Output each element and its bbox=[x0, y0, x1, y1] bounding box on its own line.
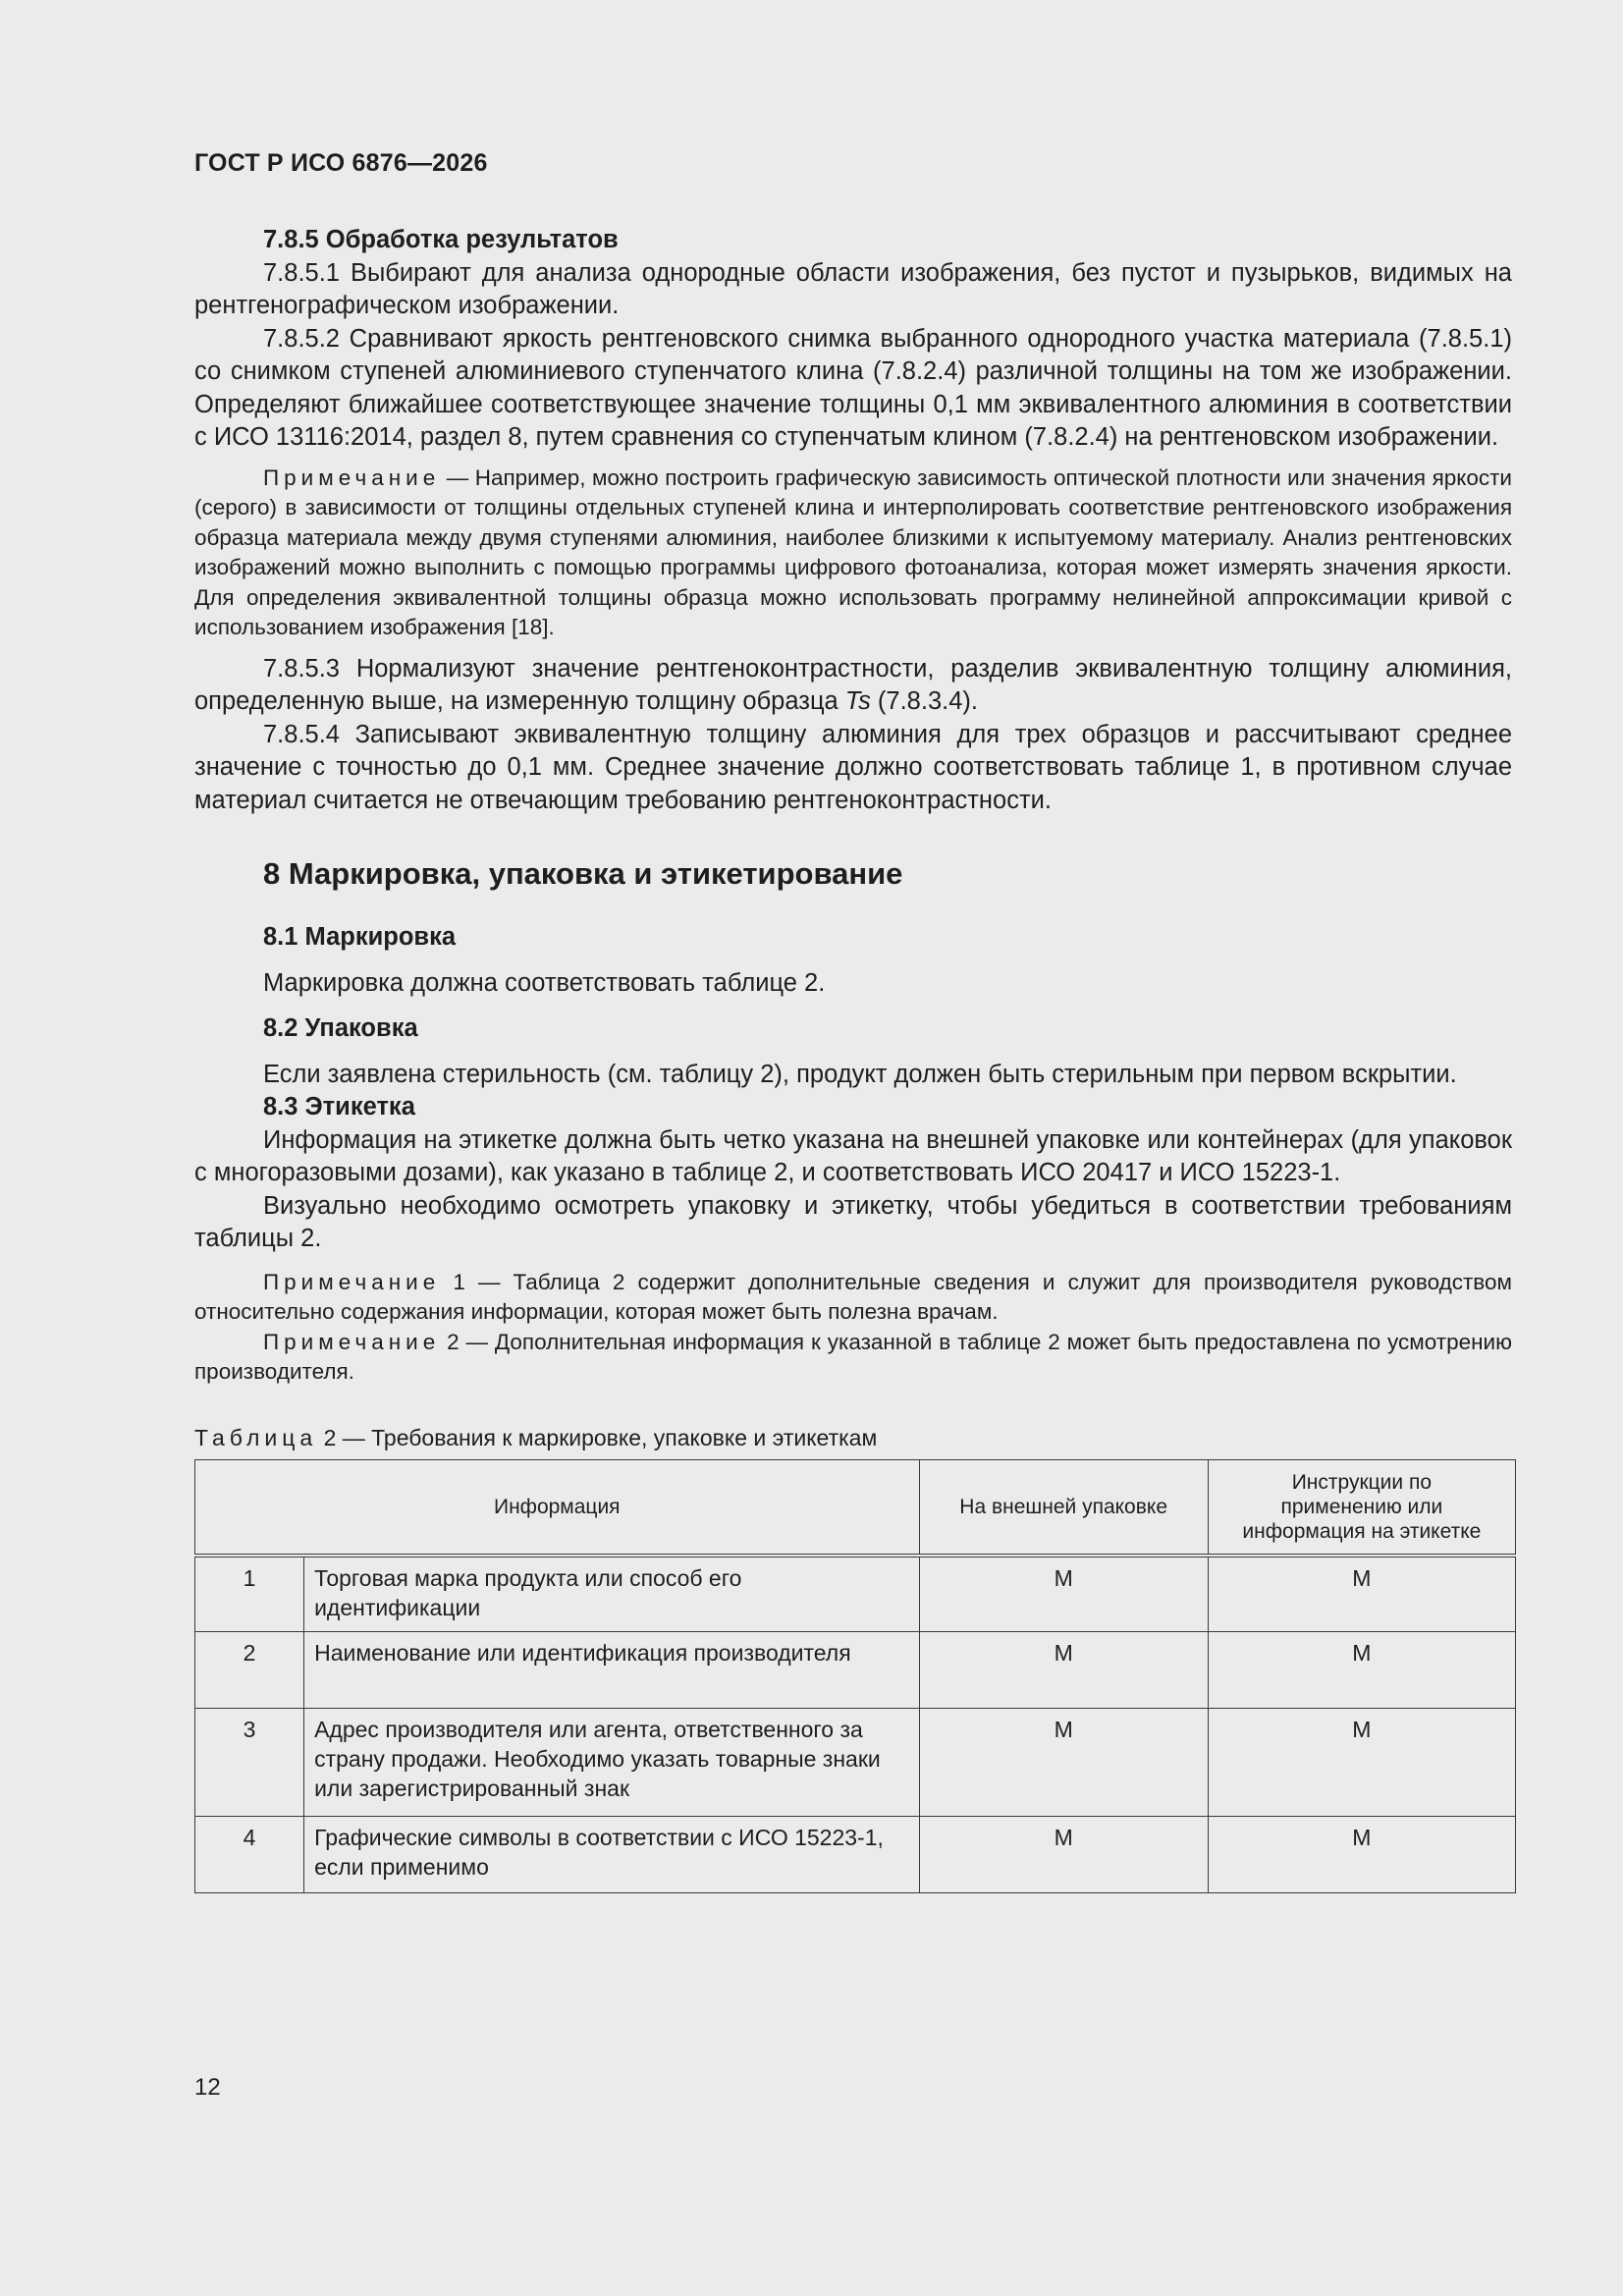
section-8-title: 8 Маркировка, упаковка и этикетирование bbox=[263, 856, 903, 891]
table-caption-label: Таблица bbox=[194, 1424, 318, 1450]
note-1-text: 1 — Таблица 2 содержит дополнительные сведения и служит для производителя руководством относительно содержания информации, которая может быть полезна врачам. bbox=[194, 1269, 1512, 1324]
row-label: M bbox=[1208, 1632, 1515, 1709]
section-8-3-paragraph-1: Информация на этикетке должна быть четко указана на внешней упаковке или контейнерах (для упаковок с многоразовыми дозами), как указано в таблице 2, и соответствовать ИСО 20417 и ИСО 15223-1. bbox=[194, 1125, 1512, 1186]
paragraph-7-8-5-2: 7.8.5.2 Сравнивают яркость рентгеновского снимка выбранного однородного участка материала (7.8.5.1) со снимком ступеней алюминиевого ступенчатого клина (7.8.2.4) различной толщины на том же изображении. Определяют ближайшее соответствующее значение толщины 0,1 мм эквивалентного алюминия в соответствии с ИСО 13116:2014, раздел 8, путем сравнения со ступенчатым клином (7.8.2.4) на рентгеновском изображении. bbox=[194, 324, 1512, 451]
table-row bbox=[195, 1556, 1516, 1632]
row-label: M bbox=[1208, 1817, 1515, 1893]
note-1-label: Примечание bbox=[263, 1269, 441, 1294]
row-label: M bbox=[1208, 1709, 1515, 1817]
section-8-1-title: 8.1 Маркировка bbox=[263, 923, 457, 951]
paragraph-7-8-5-4: 7.8.5.4 Записывают эквивалентную толщину алюминия для трех образцов и рассчитывают среднее значение с точностью до 0,1 мм. Среднее значение должно соответствовать таблице 1, в противном случае материал считается не отвечающим требованию рентгеноконтрастности. bbox=[194, 720, 1512, 814]
note-2-label: Примечание bbox=[263, 1329, 441, 1354]
header-outer-package: На внешней упаковке bbox=[919, 1459, 1208, 1556]
row-info: Торговая марка продукта или способ его идентификации bbox=[304, 1556, 919, 1632]
paragraph-text: 7.8.5.3 Нормализуют значение рентгеноконтрастности, разделив эквивалентную толщину алюминия, определенную выше, на измеренную толщину образца bbox=[194, 654, 1512, 715]
section-8-3-paragraph-2: Визуально необходимо осмотреть упаковку и этикетку, чтобы убедиться в соответствии требованиям таблицы 2. bbox=[194, 1191, 1512, 1252]
section-8-2-title: 8.2 Упаковка bbox=[263, 1014, 418, 1042]
row-outer: M bbox=[919, 1817, 1208, 1893]
ts-symbol: Ts bbox=[844, 687, 871, 715]
note-2-text: 2 — Дополнительная информация к указанной в таблице 2 может быть предоставлена по усмотрению производителя. bbox=[194, 1329, 1512, 1384]
row-outer: M bbox=[919, 1632, 1208, 1709]
note-label: Примечание bbox=[263, 465, 441, 490]
table-caption-text: 2 — Требования к маркировке, упаковке и этикеткам bbox=[317, 1424, 878, 1450]
note-1 bbox=[194, 1268, 1512, 1328]
table-2-caption bbox=[194, 1423, 1512, 1452]
note-7-8-5 bbox=[194, 464, 1512, 643]
note-text: — Например, можно построить графическую зависимость оптической плотности или значения яркости (серого) в зависимости от толщины отдельных ступеней клина и интерполировать соответствие рентгеновского изображения образца материала между двумя ступенями алюминия, наиболее близкими к испытуемому материалу. Анализ рентгеновских изображений можно выполнить с помощью программы цифрового фотоанализа, которая может измерять значения яркости. Для определения эквивалентной толщины образца можно использовать программу нелинейной аппроксимации кривой с использованием изображения [18]. bbox=[194, 465, 1512, 639]
row-info: Наименование или идентификация производителя bbox=[304, 1632, 919, 1709]
row-outer: M bbox=[919, 1709, 1208, 1817]
table-row bbox=[195, 1709, 1516, 1817]
section-8-1-text: Маркировка должна соответствовать таблице 2. bbox=[263, 968, 826, 997]
row-number: 4 bbox=[195, 1817, 304, 1893]
page-number: 12 bbox=[194, 2074, 221, 2101]
note-2 bbox=[194, 1328, 1512, 1388]
header-information: Информация bbox=[195, 1459, 920, 1556]
row-number: 3 bbox=[195, 1709, 304, 1817]
header-instructions-label: Инструкции по применению или информация на этикетке bbox=[1208, 1459, 1515, 1556]
paragraph-7-8-5-1: 7.8.5.1 Выбирают для анализа однородные области изображения, без пустот и пузырьков, видимых на рентгенографическом изображении. bbox=[194, 258, 1512, 319]
table-header-row bbox=[195, 1459, 1516, 1556]
row-info: Графические символы в соответствии с ИСО 15223-1, если применимо bbox=[304, 1817, 919, 1893]
table-row bbox=[195, 1817, 1516, 1893]
section-8-2-text: Если заявлена стерильность (см. таблицу 2), продукт должен быть стерильным при первом вскрытии. bbox=[263, 1060, 1457, 1088]
document-header: ГОСТ Р ИСО 6876—2026 bbox=[194, 149, 488, 177]
paragraph-7-8-5-3 bbox=[194, 653, 1512, 719]
row-number: 1 bbox=[195, 1556, 304, 1632]
page-content bbox=[194, 224, 1512, 1893]
paragraph-text-end: (7.8.3.4). bbox=[870, 687, 978, 715]
row-info: Адрес производителя или агента, ответственного за страну продажи. Необходимо указать товарные знаки или зарегистрированный знак bbox=[304, 1709, 919, 1817]
table-row bbox=[195, 1632, 1516, 1709]
row-number: 2 bbox=[195, 1632, 304, 1709]
row-outer: M bbox=[919, 1556, 1208, 1632]
section-7-8-5-title: 7.8.5 Обработка результатов bbox=[263, 226, 619, 253]
table-2 bbox=[194, 1459, 1516, 1894]
section-8-3-title: 8.3 Этикетка bbox=[263, 1093, 415, 1121]
row-label: M bbox=[1208, 1556, 1515, 1632]
